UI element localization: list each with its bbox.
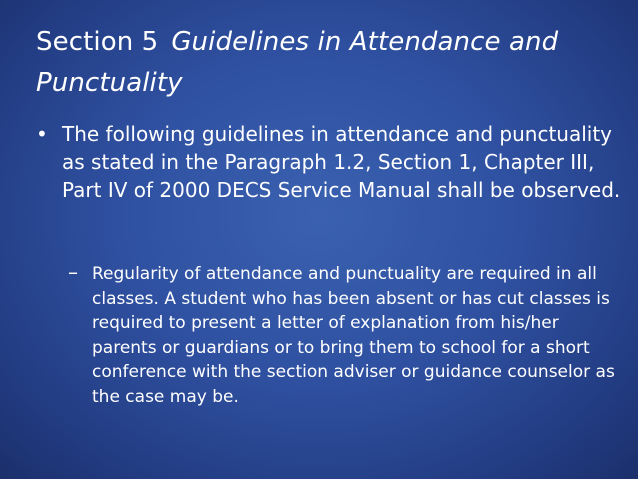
sub-bullet-item bbox=[68, 262, 624, 409]
bullet-item bbox=[36, 120, 626, 204]
slide-title bbox=[36, 22, 626, 104]
sub-bullet-text: Regularity of attendance and punctuality are required in all classes. A student who has been absent or has cut classes is required to present a letter of explanation from his/her parents or guardians or to bring them to school for a short conference with the section adviser or guidance counselor as the case may be. bbox=[92, 264, 615, 407]
title-section-number: Section 5 bbox=[36, 27, 159, 57]
bullet-text: The following guidelines in attendance and punctuality as stated in the Paragraph 1.2, Section 1, Chapter III, Part IV of 2000 DECS Service Manual shall be observed. bbox=[62, 122, 621, 202]
sub-bullet-marker: – bbox=[68, 260, 78, 284]
title-guidelines: Guidelines in Attendance and Punctuality bbox=[36, 27, 559, 98]
bullet-marker: • bbox=[36, 122, 48, 146]
